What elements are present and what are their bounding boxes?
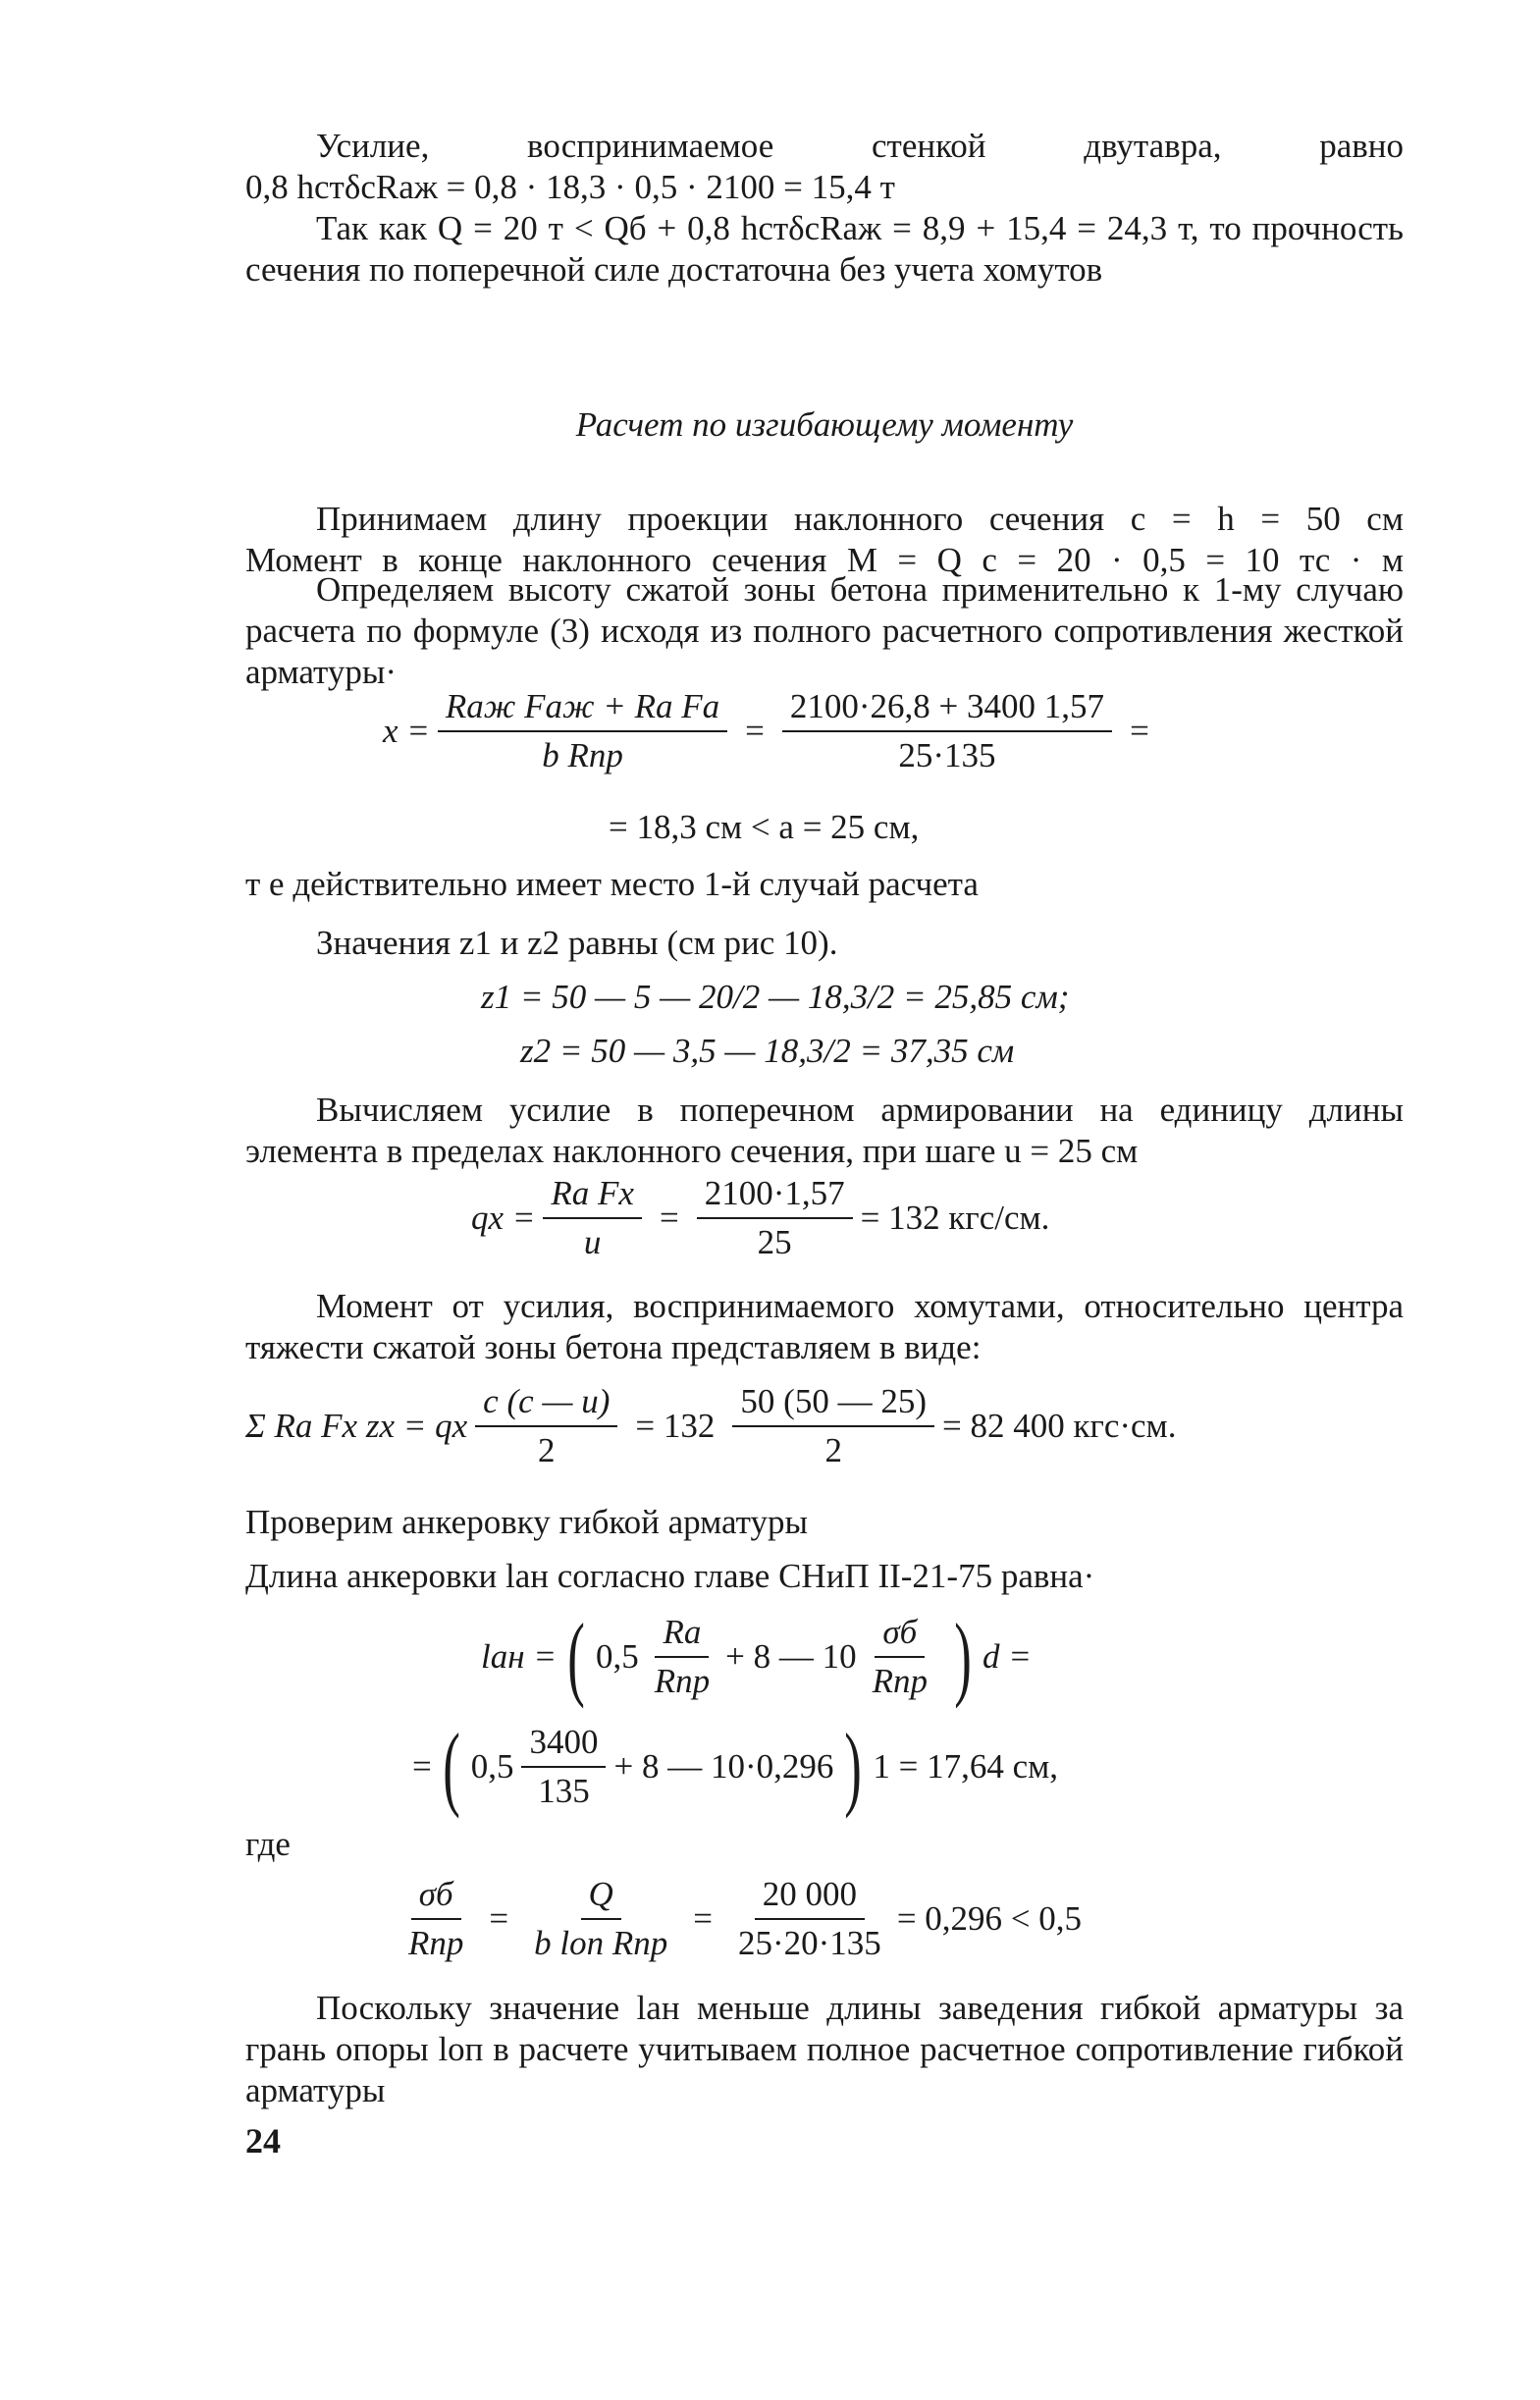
- eq-result: = 82 400 кгс·см.: [941, 1407, 1177, 1445]
- fraction-denominator: 25·20·135: [738, 1924, 881, 1962]
- equals-sign: =: [745, 712, 765, 750]
- fraction: [543, 1174, 642, 1262]
- text-line: Принимаем длину проекции наклонного сечения c = h = 50 см: [316, 500, 1404, 538]
- fraction: [526, 1875, 675, 1963]
- fraction-numerator: 20 000: [755, 1875, 865, 1920]
- equation-x: [383, 687, 1159, 775]
- text-line: Проверим анкеровку гибкой арматуры: [245, 1503, 808, 1541]
- eq-pre: 0,5: [595, 1637, 639, 1676]
- fraction-numerator: 3400: [521, 1723, 606, 1768]
- text-paragraph: Поскольку значение lан меньше длины заведения гибкой арматуры за грань опоры lоп в расчете учитываем полное расчетное сопротивление гибкой арматуры: [245, 1989, 1404, 2109]
- paragraph-case: [245, 864, 1404, 905]
- equals-sign: =: [489, 1899, 509, 1938]
- fraction: [732, 1382, 934, 1470]
- eq-mid: = 132: [635, 1407, 716, 1445]
- paragraph-anchorage: [245, 1502, 1404, 1543]
- where-label: [245, 1824, 1404, 1865]
- eq-mid: + 8 — 10·0,296: [613, 1747, 834, 1786]
- text-paragraph: Момент от усилия, воспринимаемого хомутами, относительно центра тяжести сжатой зоны бетона представляем в виде:: [245, 1287, 1404, 1366]
- fraction-denominator: Rпр: [872, 1662, 928, 1700]
- right-paren: ): [844, 1714, 863, 1819]
- fraction-denominator: 25: [757, 1223, 792, 1261]
- eq-lhs: x =: [383, 712, 430, 750]
- fraction-numerator: Rаж Fаж + Rа Fа: [438, 687, 727, 732]
- equals-sign: =: [659, 1199, 679, 1237]
- fraction-denominator: u: [583, 1223, 602, 1261]
- eq-mid: + 8 — 10: [725, 1637, 857, 1676]
- equation-z2: z2 = 50 — 3,5 — 18,3/2 = 37,35 см: [520, 1032, 1015, 1070]
- text-paragraph: Так как Q = 20 т < Qб + 0,8 hстδсRаж = 8,9 + 15,4 = 24,3 т, то прочность сечения по поперечной силе достаточна без учета хомутов: [245, 209, 1404, 289]
- eq-result: = 132 кгс/см.: [860, 1199, 1050, 1237]
- eq-pre: 0,5: [470, 1747, 514, 1786]
- equation-lan-2: [412, 1714, 1059, 1819]
- text-line: Усилие, воспринимаемое стенкой двутавра, равно: [316, 127, 1404, 165]
- paragraph-anchorage-length: [245, 1556, 1404, 1597]
- fraction: [475, 1382, 617, 1470]
- fraction-numerator: Q: [581, 1875, 621, 1920]
- left-paren: (: [567, 1604, 585, 1709]
- fraction-denominator: Rпр: [408, 1924, 464, 1962]
- eq-lhs: =: [412, 1747, 432, 1786]
- equation-lan-1: [481, 1604, 1032, 1709]
- fraction-numerator: c (c — u): [475, 1382, 617, 1427]
- fraction: [697, 1174, 853, 1262]
- fraction-numerator: Rа Fх: [543, 1174, 642, 1219]
- fraction-numerator: σб: [411, 1875, 461, 1920]
- formula-line: 0,8 hстδсRаж = 0,8 · 18,3 · 0,5 · 2100 = 15,4 т: [245, 168, 895, 206]
- page-number: 24: [245, 2121, 281, 2160]
- fraction: [438, 687, 727, 775]
- fraction: [782, 687, 1112, 775]
- left-paren: (: [442, 1714, 460, 1819]
- paragraph-conclusion: [245, 1988, 1404, 2111]
- paragraph-shear-check: [245, 208, 1404, 291]
- equation-qx: [471, 1174, 1049, 1262]
- text-paragraph: Вычисляем усилие в поперечном армировании на единицу длины элемента в пределах наклонного сечения, при шаге u = 25 см: [245, 1091, 1404, 1170]
- right-paren: ): [954, 1604, 972, 1709]
- fraction-numerator: Rа: [655, 1613, 709, 1658]
- eq-lhs: lан =: [481, 1637, 557, 1676]
- fraction-denominator: 135: [538, 1772, 590, 1810]
- eq-lhs: Σ Rа Fх zх = qх: [245, 1407, 468, 1445]
- paragraph-web-force: [245, 126, 1404, 208]
- eq-lhs: qx =: [471, 1199, 536, 1237]
- equals-sign: =: [1130, 712, 1149, 750]
- fraction-denominator: b lоп Rпр: [534, 1924, 668, 1962]
- fraction-denominator: 25·135: [898, 736, 996, 774]
- eq-post: d =: [982, 1637, 1032, 1676]
- fraction-numerator: 2100·1,57: [697, 1174, 853, 1219]
- text-line: Длина анкеровки lан согласно главе СНиП II-21-75 равна·: [245, 1557, 1095, 1595]
- section-heading: Расчет по изгибающему моменту: [575, 405, 1074, 444]
- fraction-denominator: Rпр: [654, 1662, 711, 1700]
- fraction: [521, 1723, 606, 1811]
- text-line: Момент в конце наклонного сечения M = Q c = 20 · 0,5 = 10 тс · м: [245, 541, 1404, 579]
- paragraph-z-values: [245, 923, 1404, 964]
- text-paragraph: Определяем высоту сжатой зоны бетона применительно к 1-му случаю расчета по формуле (3) исходя из полного расчетного сопротивления жесткой арматуры·: [245, 570, 1404, 691]
- eq-result: 1 = 17,64 см,: [873, 1747, 1059, 1786]
- text-line: Значения z1 и z2 равны (см рис 10).: [316, 924, 838, 962]
- fraction-numerator: σб: [875, 1613, 925, 1658]
- text-line: т е действительно имеет место 1-й случай расчета: [245, 865, 979, 903]
- paragraph-transverse: [245, 1090, 1404, 1172]
- equation-x-result: = 18,3 см < a = 25 см,: [609, 808, 920, 846]
- fraction-denominator: 2: [538, 1431, 556, 1469]
- paragraph-compressed-zone: [245, 569, 1404, 693]
- fraction-denominator: 2: [824, 1431, 842, 1469]
- equals-sign: =: [693, 1899, 713, 1938]
- fraction-numerator: 2100·26,8 + 3400 1,57: [782, 687, 1112, 732]
- equation-sigma: [393, 1875, 1082, 1963]
- fraction-denominator: b Rпр: [542, 736, 623, 774]
- fraction: [647, 1613, 717, 1701]
- fraction-numerator: 50 (50 — 25): [732, 1382, 934, 1427]
- eq-result: = 0,296 < 0,5: [896, 1899, 1083, 1938]
- equation-z1: z1 = 50 — 5 — 20/2 — 18,3/2 = 25,85 см;: [481, 978, 1070, 1016]
- equation-moment: [245, 1382, 1176, 1470]
- text-line: где: [245, 1825, 291, 1863]
- paragraph-moment: [245, 1286, 1404, 1368]
- fraction: [865, 1613, 935, 1701]
- fraction: [730, 1875, 889, 1963]
- fraction: [400, 1875, 471, 1963]
